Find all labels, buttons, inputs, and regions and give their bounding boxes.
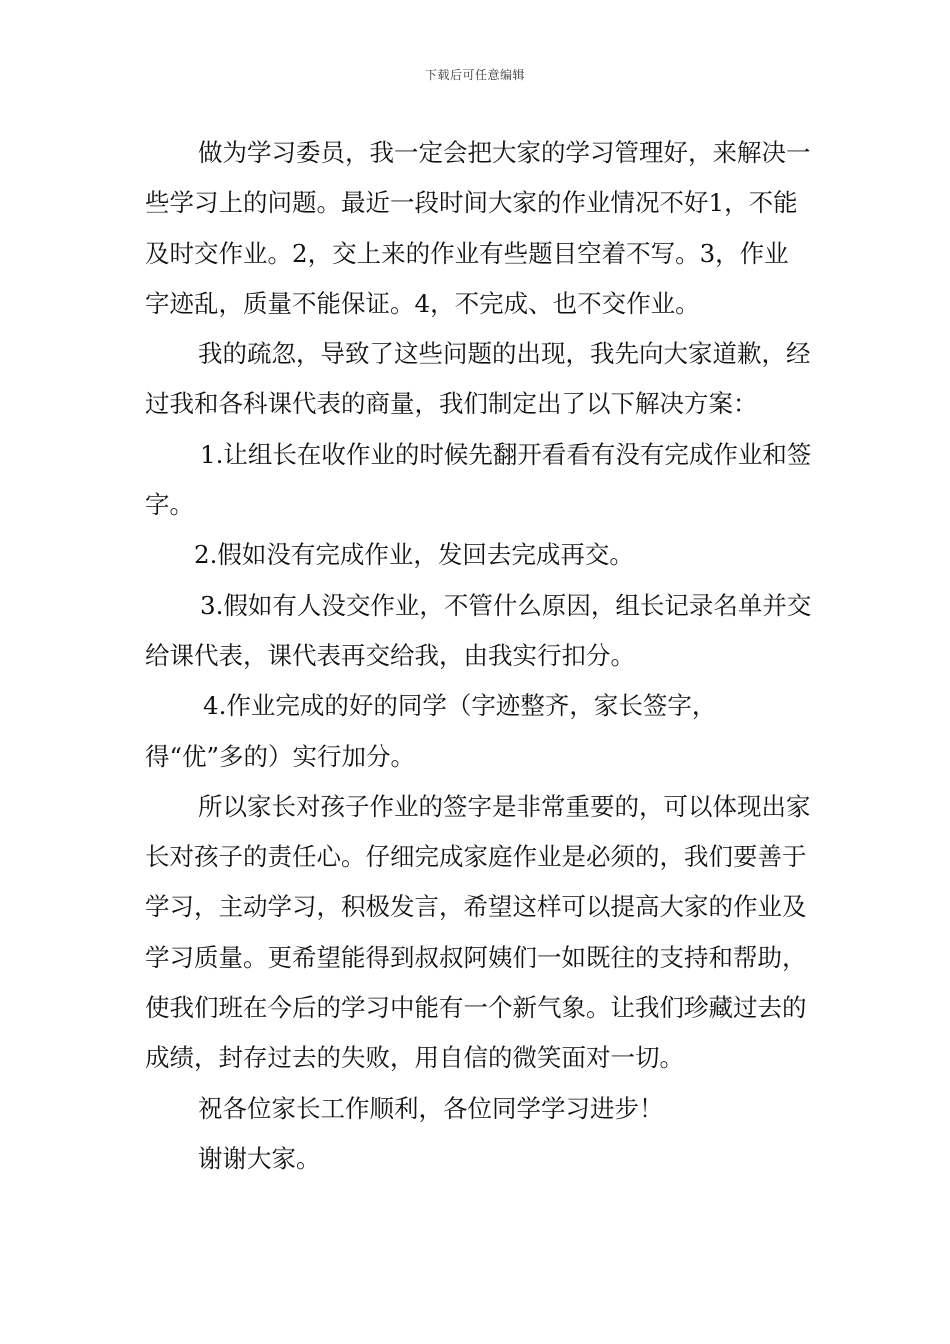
paragraph-apology: 我的疏忽，导致了这些问题的出现，我先向大家道歉，经过我和各科课代表的商量，我们制定出了以下解决方案： <box>145 339 811 419</box>
paragraph-solution-3: 3.假如有人没交作业，不管什么原因，组长记录名单并交给课代表，课代表再交给我，由我实行扣分。 <box>145 590 812 670</box>
paragraph-conclusion: 所以家长对孩子作业的签字是非常重要的，可以体现出家长对孩子的责任心。仔细完成家庭作业是必须的，我们要善于学习，主动学习，积极发言，希望这样可以提高大家的作业及学习质量。更希望能得到叔叔阿姨们一如既往的支持和帮助，使我们班在今后的学习中能有一个新气象。让我们珍藏过去的成绩，封存过去的失败，用自信的微笑面对一切。 <box>145 791 811 1073</box>
paragraph-intro: 做为学习委员，我一定会把大家的学习管理好，来解决一些学习上的问题。最近一段时间大家的作业情况不好1，不能及时交作业。2，交上来的作业有些题目空着不写。3，作业字迹乱，质量不能保证。4，不完成、也不交作业。 <box>145 138 811 318</box>
paragraph-solution-1: 1.让组长在收作业的时候先翻开看看有没有完成作业和签字。 <box>145 439 812 520</box>
paragraph-solution-4: 4.作业完成的好的同学（字迹整齐，家长签字，得“优”多的）实行加分。 <box>145 691 717 771</box>
paragraph-solution-2: 2.假如没有完成作业，发回去完成再交。 <box>194 540 634 570</box>
page-header: 下载后可任意编辑 <box>424 68 525 82</box>
paragraph-wishes: 祝各位家长工作顺利，各位同学学习进步！ <box>198 1093 664 1123</box>
document-body <box>145 128 813 1184</box>
paragraph-thanks: 谢谢大家。 <box>198 1143 321 1173</box>
